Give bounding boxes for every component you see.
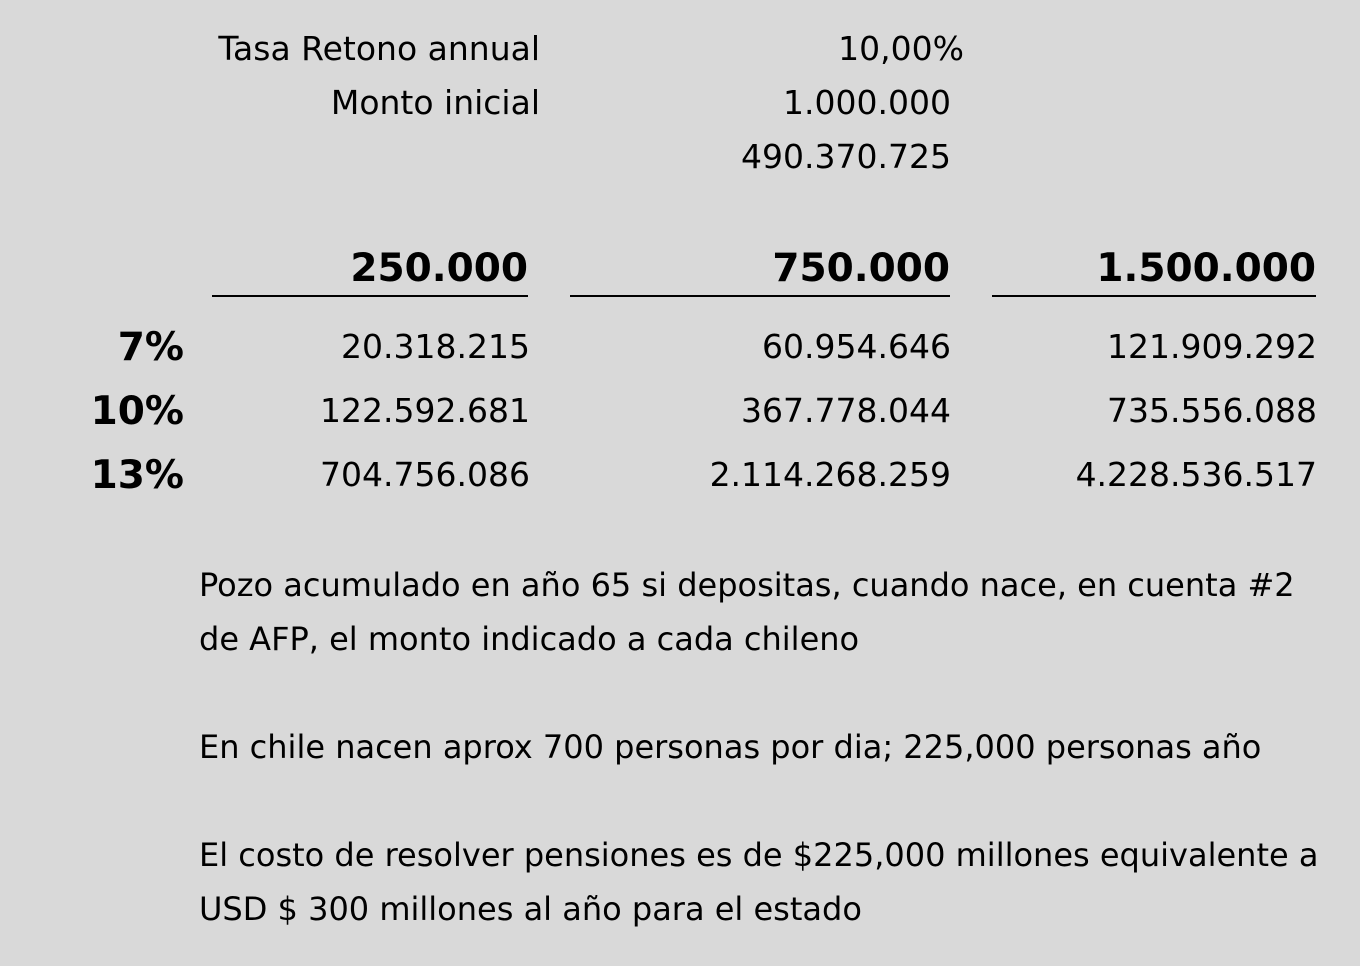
note-births: En chile nacen aprox 700 personas por dia; 225,000 personas año [199, 728, 1262, 766]
param-value-rate: 10,00% [838, 29, 964, 68]
header-underline-1 [212, 295, 528, 297]
param-value-result: 490.370.725 [741, 137, 951, 176]
table-cell: 4.228.536.517 [1075, 455, 1317, 494]
table-cell: 60.954.646 [762, 327, 951, 366]
table-cell: 20.318.215 [341, 327, 530, 366]
param-label-rate: Tasa Retono annual [218, 29, 540, 68]
table-cell: 735.556.088 [1107, 391, 1317, 430]
note-accumulated-fund: Pozo acumulado en año 65 si depositas, cuando nace, en cuenta #2 de AFP, el monto indicado a cada chileno [199, 566, 1295, 658]
table-cell: 704.756.086 [320, 455, 530, 494]
table-cell: 2.114.268.259 [709, 455, 951, 494]
param-value-initial: 1.000.000 [783, 83, 951, 122]
param-label-initial: Monto inicial [330, 83, 540, 122]
row-rate-7: 7% [117, 325, 184, 370]
header-underline-3 [992, 295, 1316, 297]
column-header-3: 1.500.000 [1096, 246, 1316, 291]
column-header-2: 750.000 [772, 246, 950, 291]
note-pension-cost: El costo de resolver pensiones es de $225,000 millones equivalente a USD $ 300 millones al año para el estado [199, 836, 1319, 928]
table-cell: 122.592.681 [320, 391, 530, 430]
row-rate-10: 10% [90, 389, 184, 434]
table-cell: 367.778.044 [741, 391, 951, 430]
table-cell: 121.909.292 [1107, 327, 1317, 366]
header-underline-2 [570, 295, 950, 297]
row-rate-13: 13% [90, 453, 184, 498]
column-header-1: 250.000 [350, 246, 528, 291]
